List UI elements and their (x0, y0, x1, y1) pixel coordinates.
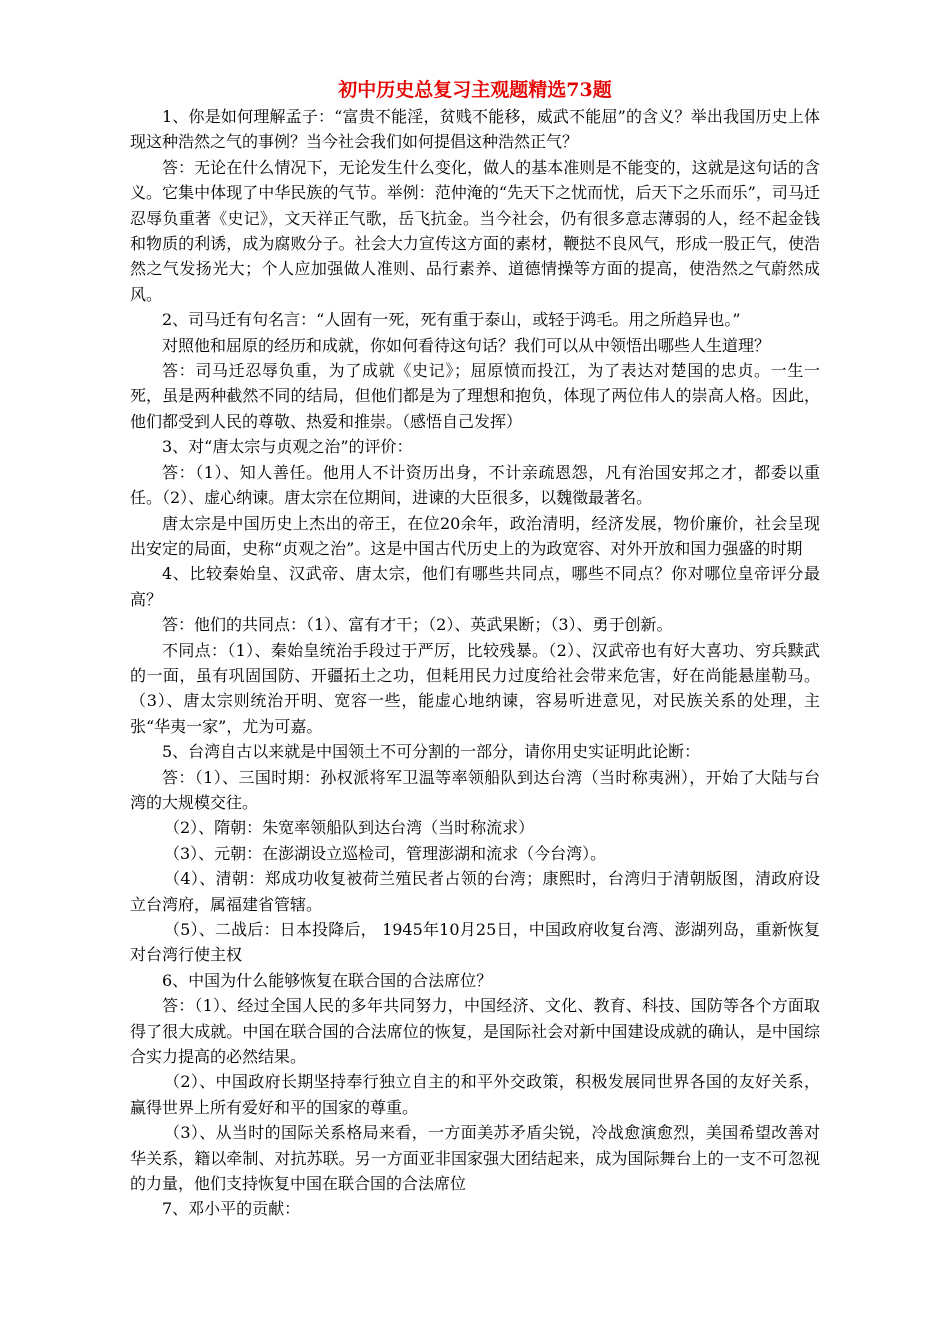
document-page (130, 76, 820, 1222)
paragraph-q6: 6、中国为什么能够恢复在联合国的合法席位？ (162, 970, 493, 990)
paragraph-q2-cont: 对照他和屈原的经历和成就，你如何看待这句话？我们可以从中领悟出哪些人生道理？ (162, 335, 771, 355)
paragraph-a5-1: 答：（1）、三国时期：孙权派将军卫温等率领船队到达台湾（当时称夷洲），开始了大陆与台湾的大规模交往。 (130, 767, 820, 812)
paragraph-a6-3: （3）、从当时的国际关系格局来看，一方面美苏矛盾尖锐，冷战愈演愈烈，美国希望改善对华关系，籍以牵制、对抗苏联。另一方面亚非国家强大团结起来，成为国际舞台上的一支不可忽视的力量，他们支持恢复中国在联合国的合法席位 (130, 1123, 820, 1194)
paragraph-a6-1: 答：（1）、经过全国人民的多年共同努力，中国经济、文化、教育、科技、国防等各个方面取得了很大成就。中国在联合国的合法席位的恢复，是国际社会对新中国建设成就的确认，是中国综合实力提高的必然结果。 (130, 996, 820, 1067)
paragraph-a1: 答：无论在什么情况下，无论发生什么变化，做人的基本准则是不能变的，这就是这句话的含义。它集中体现了中华民族的气节。举例：范仲淹的“先天下之忧而忧，后天下之乐而乐”，司马迁忍辱负重著《史记》，文天祥正气歌，岳飞抗金。当今社会，仍有很多意志薄弱的人，经不起金钱和物质的利诱，成为腐败分子。社会大力宣传这方面的素材，鞭挞不良风气，形成一股正气，使浩然之气发扬光大；个人应加强做人准则、品行素养、道德情操等方面的提高，使浩然之气蔚然成风。 (130, 157, 820, 304)
paragraph-a5-4: （4）、清朝：郑成功收复被荷兰殖民者占领的台湾；康熙时，台湾归于清朝版图，清政府设立台湾府，属福建省管辖。 (130, 869, 820, 914)
paragraph-q4: 4、比较秦始皇、汉武帝、唐太宗，他们有哪些共同点，哪些不同点？你对哪位皇帝评分最高？ (130, 564, 820, 609)
paragraph-a6-2: （2）、中国政府长期坚持奉行独立自主的和平外交政策，积极发展同世界各国的友好关系，赢得世界上所有爱好和平的国家的尊重。 (130, 1072, 820, 1117)
paragraph-a2: 答：司马迁忍辱负重，为了成就《史记》；屈原愤而投江，为了表达对楚国的忠贞。一生一死，虽是两种截然不同的结局，但他们都是为了理想和抱负，体现了两位伟人的崇高人格。因此，他们都受到人民的尊敬、热爱和推崇。（感悟自己发挥） (130, 361, 820, 431)
paragraph-q3: 3、对“唐太宗与贞观之治”的评价： (162, 437, 413, 457)
document-title: 初中历史总复习主观题精选73题 (338, 79, 612, 101)
paragraph-a5-3: （3）、元朝：在澎湖设立巡检司，管理澎湖和流求（今台湾）。 (164, 843, 607, 863)
paragraph-q1: 1、你是如何理解孟子：“富贵不能淫，贫贱不能移，威武不能屈”的含义？举出我国历史上体现这种浩然之气的事例？当今社会我们如何提倡这种浩然正气？ (130, 107, 820, 152)
paragraph-a4-cont: 不同点：（1）、秦始皇统治手段过于严厉，比较残暴。（2）、汉武帝也有好大喜功、穷兵黩武的一面，虽有巩固国防、开疆拓土之功，但耗用民力过度给社会带来危害，好在尚能悬崖勒马。（3）、唐太宗则统治开明、宽容一些，能虚心地纳谏，容易听进意见，对民族关系的处理，主张“华夷一家”，尤为可嘉。 (130, 640, 820, 736)
paragraph-q5: 5、台湾自古以来就是中国领土不可分割的一部分，请你用史实证明此论断： (162, 742, 701, 762)
paragraph-q7: 7、邓小平的贡献： (162, 1199, 301, 1219)
paragraph-a3-cont: 唐太宗是中国历史上杰出的帝王，在位20余年，政治清明，经济发展，物价廉价，社会呈现出安定的局面，史称“贞观之治”。这是中国古代历史上的为政宽容、对外开放和国力强盛的时期 (130, 513, 820, 558)
paragraph-a3: 答：（1）、知人善任。他用人不计资历出身，不计亲疏恩怨，凡有治国安邦之才，都委以重任。（2）、虚心纳谏。唐太宗在位期间，进谏的大臣很多，以魏徵最著名。 (130, 462, 820, 508)
paragraph-a5-2: （2）、隋朝：朱宽率领船队到达台湾（当时称流求） (164, 818, 535, 838)
paragraph-a5-5: （5）、二战后：日本投降后， 1945年10月25日，中国政府收复台湾、澎湖列岛，重新恢复对台湾行使主权 (130, 920, 820, 965)
paragraph-q2: 2、司马迁有句名言：“人固有一死，死有重于泰山，或轻于鸿毛。用之所趋异也。” (162, 310, 741, 330)
paragraph-a4: 答：他们的共同点：（1）、富有才干；（2）、英武果断；（3）、勇于创新。 (162, 615, 673, 635)
